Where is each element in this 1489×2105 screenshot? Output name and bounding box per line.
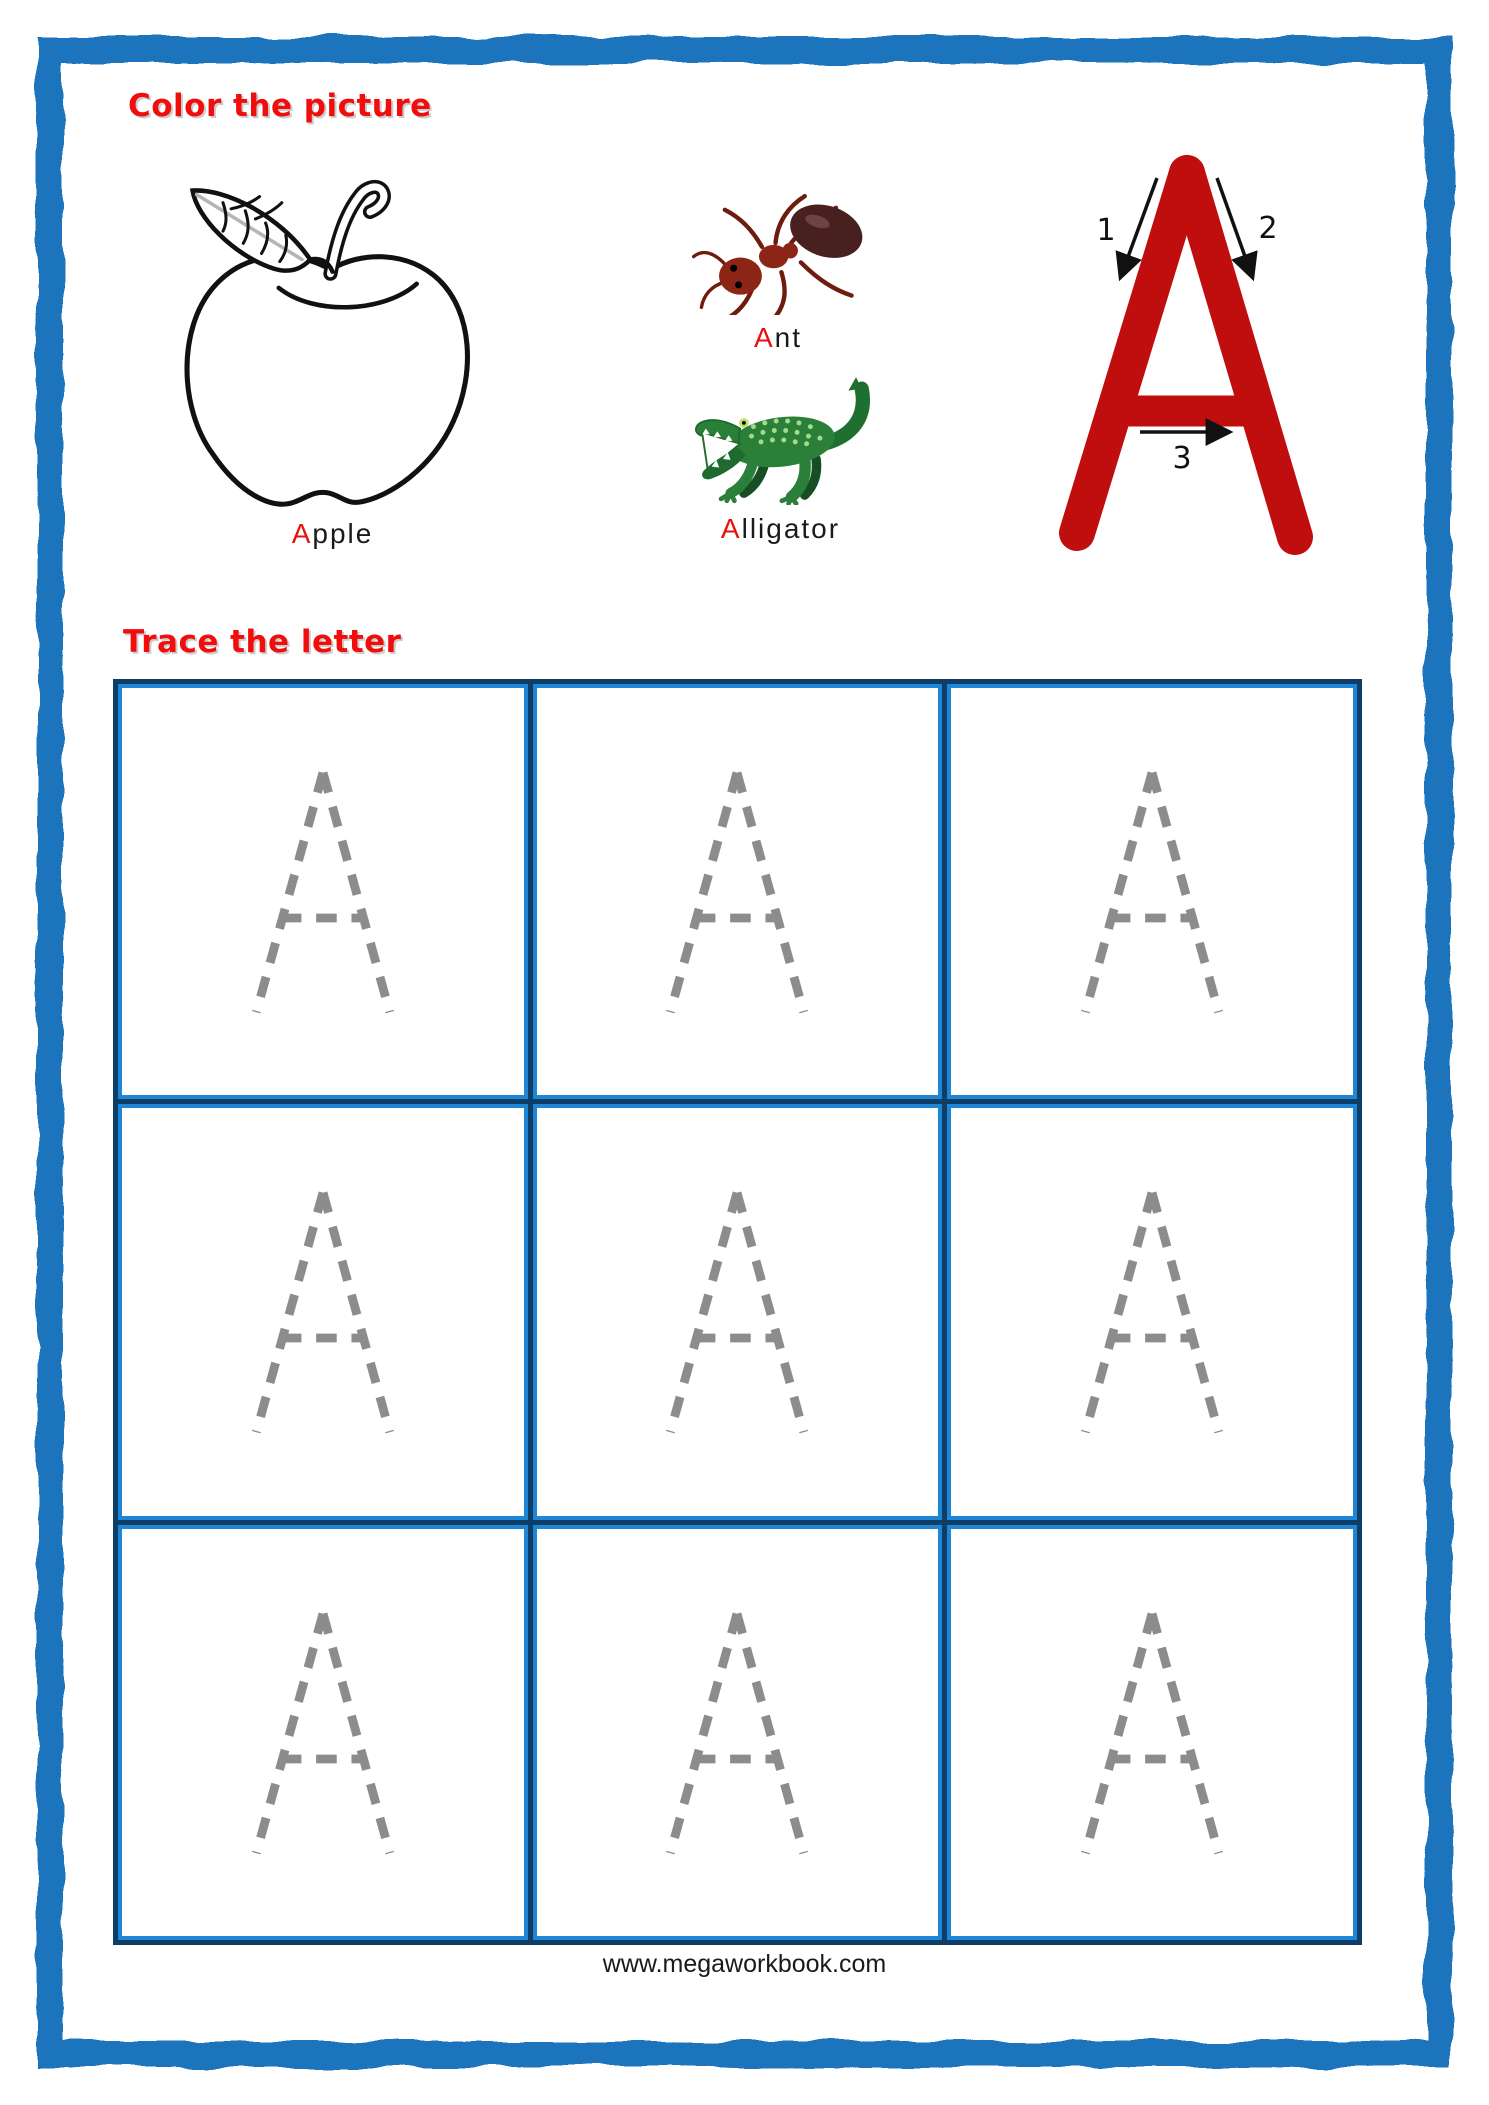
stroke-number-2: 2 [1258, 211, 1278, 246]
trace-cell [533, 1525, 943, 1940]
alligator-label-rest: lligator [741, 513, 841, 544]
trace-cell [118, 1525, 528, 1940]
trace-cell [533, 1104, 943, 1519]
dashed-letter-a [1052, 1600, 1252, 1865]
apple-label-initial: A [291, 518, 313, 549]
alligator-image [685, 355, 875, 505]
apple-label [150, 518, 515, 550]
dashed-letter-a [637, 1179, 837, 1444]
alligator-label-initial: A [720, 513, 742, 544]
trace-cell [533, 684, 943, 1099]
dashed-letter-a [223, 1179, 423, 1444]
trace-cell [947, 684, 1357, 1099]
ant-image [680, 165, 875, 315]
alligator-label [688, 513, 873, 545]
trace-cell [947, 1104, 1357, 1519]
dashed-letter-a [637, 759, 837, 1024]
trace-grid [113, 679, 1362, 1945]
dashed-letter-a [1052, 1179, 1252, 1444]
dashed-letter-a [223, 1600, 423, 1865]
trace-cell [947, 1525, 1357, 1940]
dashed-letter-a [637, 1600, 837, 1865]
ant-label [688, 322, 868, 354]
letter-stroke-guide [1040, 130, 1340, 560]
ant-label-initial: A [753, 322, 775, 353]
dashed-letter-a [1052, 759, 1252, 1024]
apple-outline-image [150, 152, 515, 512]
trace-cell [118, 684, 528, 1099]
trace-the-letter-heading: Trace the letter [123, 624, 402, 660]
stroke-number-3: 3 [1172, 441, 1192, 476]
apple-label-rest: pple [312, 518, 374, 549]
color-the-picture-heading: Color the picture [128, 88, 432, 124]
stroke-number-1: 1 [1096, 213, 1116, 248]
footer-url: www.megaworkbook.com [602, 1950, 887, 1978]
dashed-letter-a [223, 759, 423, 1024]
ant-label-rest: nt [774, 322, 803, 353]
trace-cell [118, 1104, 528, 1519]
